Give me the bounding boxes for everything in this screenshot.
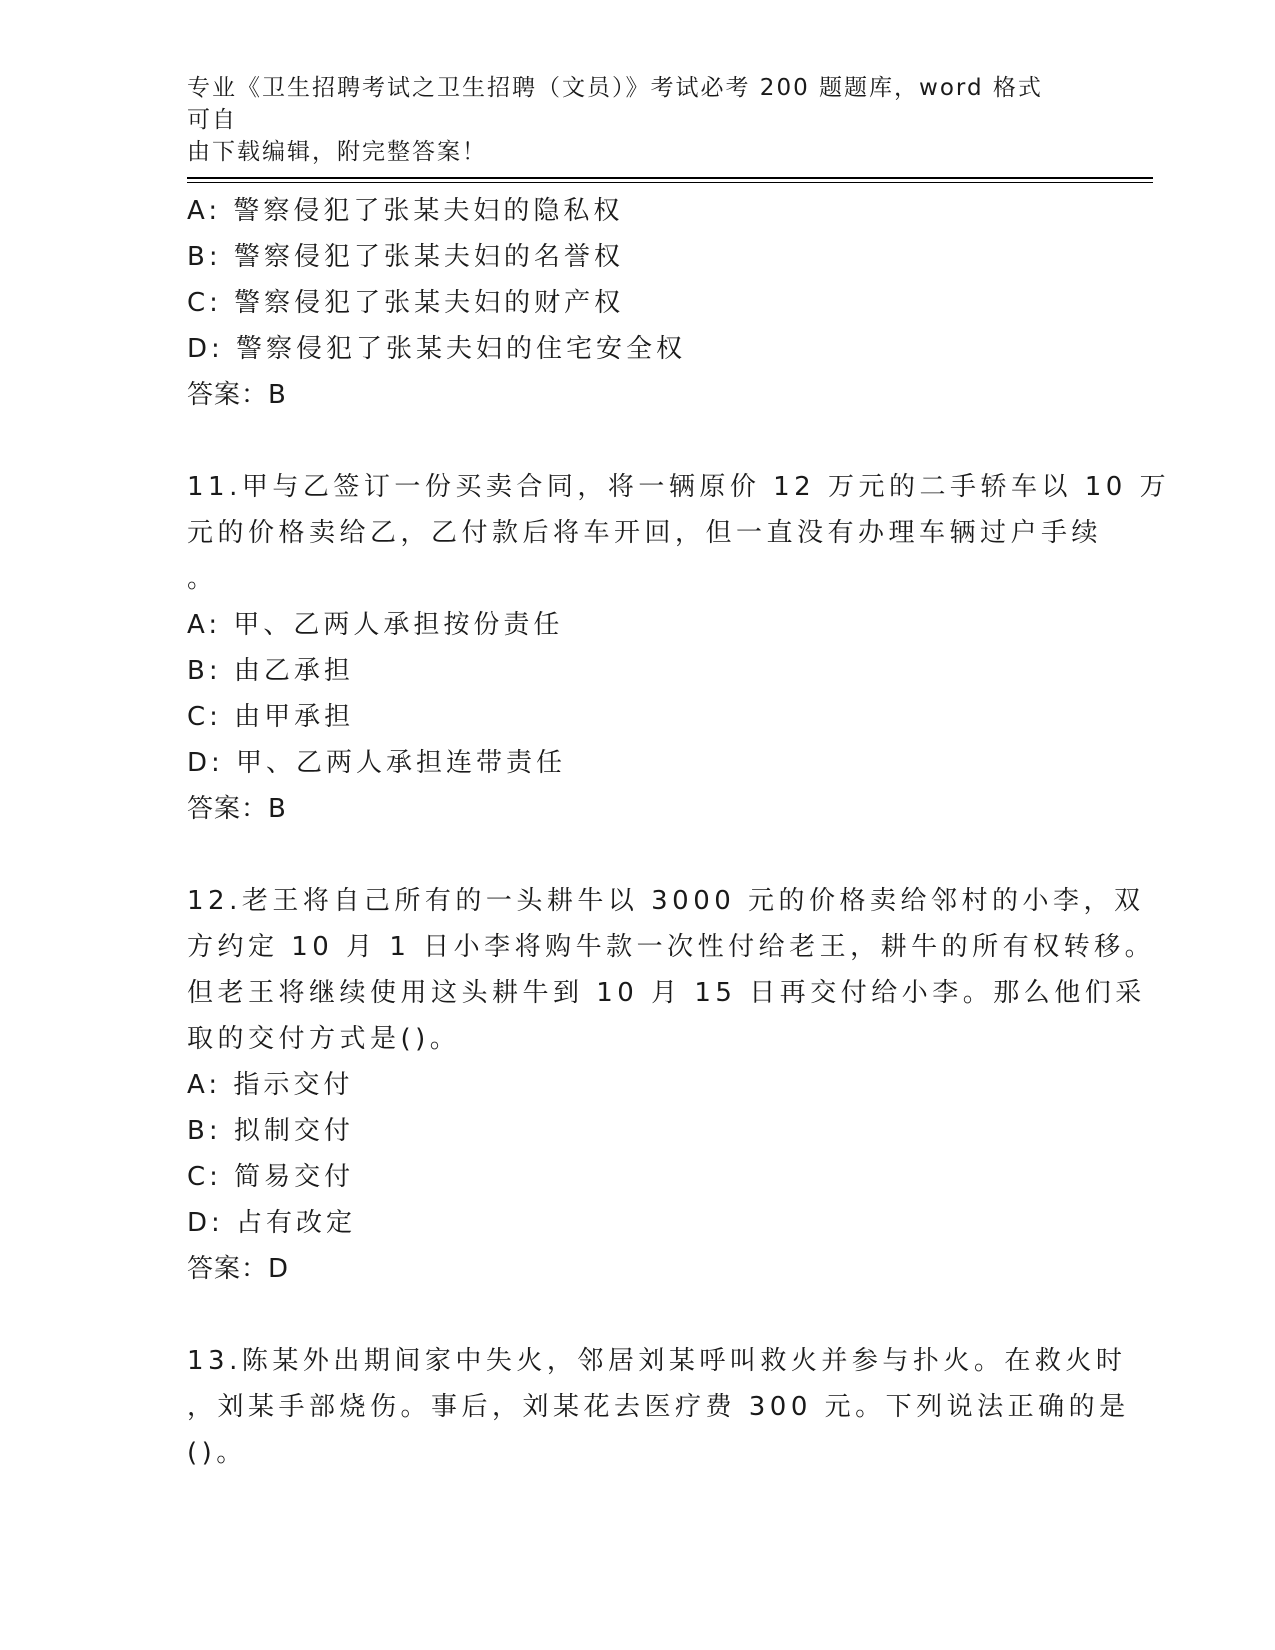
option-b: B: 拟制交付 bbox=[187, 1116, 354, 1146]
question-12-options bbox=[187, 1062, 1067, 1246]
question-12-line-4: 取的交付方式是()。 bbox=[187, 1024, 461, 1054]
option-b: B: 警察侵犯了张某夫妇的名誉权 bbox=[187, 242, 624, 272]
question-11-line-1: 11.甲与乙签订一份买卖合同，将一辆原价 12 万元的二手轿车以 10 万 bbox=[187, 472, 1171, 502]
option-d: D: 警察侵犯了张某夫妇的住宅安全权 bbox=[187, 334, 687, 364]
question-13-line-1: 13.陈某外出期间家中失火，邻居刘某呼叫救火并参与扑火。在救火时 bbox=[187, 1346, 1127, 1376]
question-12-line-3: 但老王将继续使用这头耕牛到 10 月 15 日再交付给小李。那么他们采 bbox=[187, 978, 1146, 1008]
question-12-answer: 答案：D bbox=[187, 1254, 290, 1284]
header-line-1: 专业《卫生招聘考试之卫生招聘（文员）》考试必考 200 题题库，word 格式可自 bbox=[187, 75, 1043, 133]
question-11-line-3: 。 bbox=[187, 564, 218, 594]
question-12-stem bbox=[187, 878, 1156, 1062]
option-c: C: 警察侵犯了张某夫妇的财产权 bbox=[187, 288, 625, 318]
question-11-answer: 答案：B bbox=[187, 794, 287, 824]
spacer bbox=[187, 418, 1067, 464]
option-a: A: 警察侵犯了张某夫妇的隐私权 bbox=[187, 196, 624, 226]
question-12-line-1: 12.老王将自己所有的一头耕牛以 3000 元的价格卖给邻村的小李，双 bbox=[187, 886, 1145, 916]
question-content bbox=[187, 188, 1171, 1476]
header-divider-thick bbox=[187, 177, 1153, 179]
option-a: A: 指示交付 bbox=[187, 1070, 354, 1100]
option-a: A: 甲、乙两人承担按份责任 bbox=[187, 610, 564, 640]
question-13-stem bbox=[187, 1338, 1130, 1476]
question-10-answer: 答案：B bbox=[187, 380, 287, 410]
question-12-line-2: 方约定 10 月 1 日小李将购牛款一次性付给老王，耕牛的所有权转移。 bbox=[187, 932, 1156, 962]
question-13-line-2: ，刘某手部烧伤。事后，刘某花去医疗费 300 元。下列说法正确的是 bbox=[187, 1392, 1130, 1422]
option-d: D: 占有改定 bbox=[187, 1208, 357, 1238]
document-header bbox=[187, 72, 1067, 168]
question-11-line-2: 元的价格卖给乙，乙付款后将车开回，但一直没有办理车辆过户手续 bbox=[187, 518, 1103, 548]
header-divider-thin bbox=[187, 182, 1153, 183]
option-b: B: 由乙承担 bbox=[187, 656, 354, 686]
spacer bbox=[187, 1292, 1067, 1338]
option-c: C: 简易交付 bbox=[187, 1162, 355, 1192]
question-11-options bbox=[187, 602, 1067, 786]
question-10-options bbox=[187, 188, 1067, 372]
spacer bbox=[187, 832, 1067, 878]
question-11-stem bbox=[187, 464, 1171, 602]
option-c: C: 由甲承担 bbox=[187, 702, 355, 732]
header-line-2: 由下载编辑，附完整答案！ bbox=[187, 139, 487, 165]
question-13-line-3: ()。 bbox=[187, 1438, 247, 1468]
option-d: D: 甲、乙两人承担连带责任 bbox=[187, 748, 567, 778]
